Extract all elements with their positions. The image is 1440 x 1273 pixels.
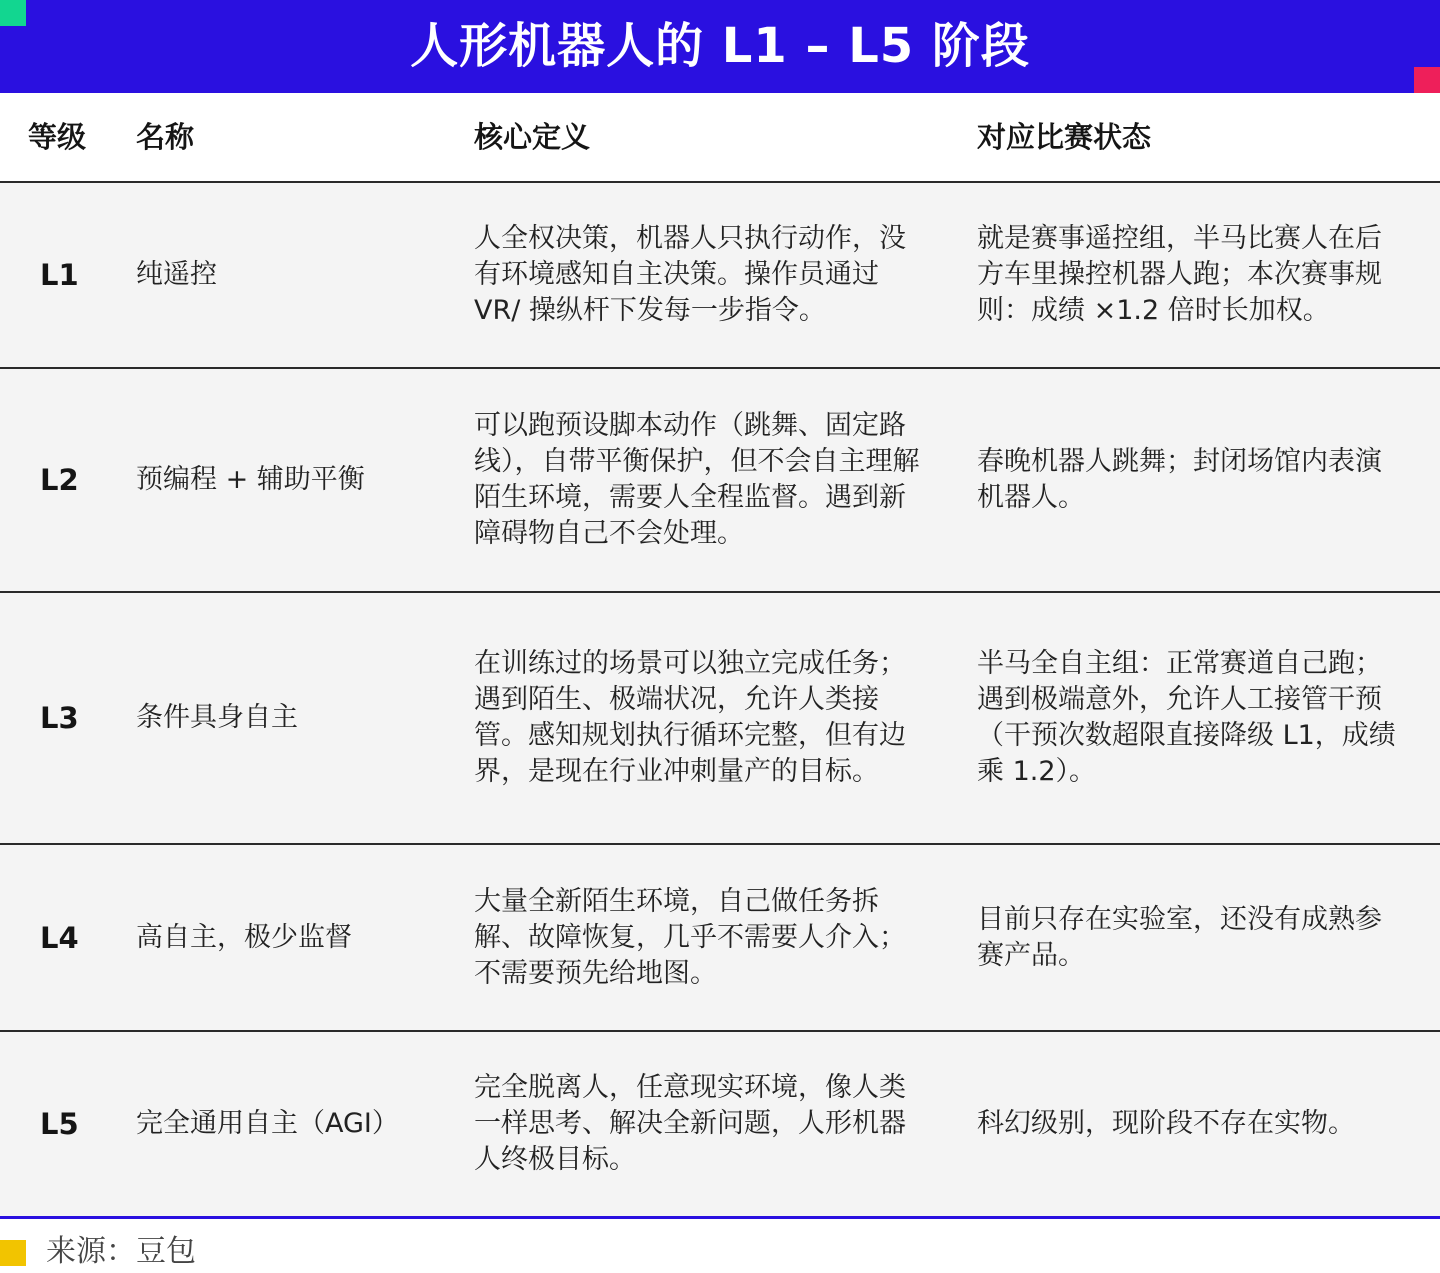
match-status-cell: 目前只存在实验室，还没有成熟参赛产品。 — [977, 903, 1382, 971]
level-cell: L2 — [40, 463, 79, 497]
level-cell: L3 — [40, 701, 79, 735]
definition-cell: 在训练过的场景可以独立完成任务；遇到陌生、极端状况，允许人类接管。感知规划执行循环完整，但有边界，是现在行业冲刺量产的目标。 — [474, 648, 906, 787]
page-title: 人形机器人的 L1 – L5 阶段 — [410, 18, 1030, 74]
name-cell: 条件具身自主 — [136, 702, 298, 733]
table-row — [0, 369, 1440, 593]
header-definition: 核心定义 — [474, 120, 591, 154]
name-cell: 完全通用自主（AGI） — [136, 1108, 399, 1139]
table-row — [0, 845, 1440, 1032]
header-level: 等级 — [28, 120, 87, 154]
match-status-cell: 科幻级别，现阶段不存在实物。 — [977, 1108, 1355, 1139]
definition-cell: 可以跑预设脚本动作（跳舞、固定路线），自带平衡保护，但不会自主理解陌生环境，需要人全程监督。遇到新障碍物自己不会处理。 — [474, 410, 920, 549]
header-name: 名称 — [136, 120, 195, 154]
match-status-cell: 就是赛事遥控组，半马比赛人在后方车里操控机器人跑；本次赛事规则：成绩 ×1.2 倍时长加权。 — [977, 223, 1382, 326]
header-match-status: 对应比赛状态 — [977, 120, 1152, 154]
level-cell: L5 — [40, 1107, 79, 1141]
name-cell: 高自主，极少监督 — [136, 921, 352, 953]
name-cell: 纯遥控 — [136, 259, 217, 290]
definition-cell: 大量全新陌生环境，自己做任务拆解、故障恢复，几乎不需要人介入；不需要预先给地图。 — [474, 885, 906, 989]
match-status-cell: 半马全自主组：正常赛道自己跑；遇到极端意外，允许人工接管干预（干预次数超限直接降级 L1，成绩乘 1.2）。 — [977, 648, 1396, 787]
source-marker — [0, 1240, 26, 1266]
match-status-cell: 春晚机器人跳舞；封闭场馆内表演机器人。 — [977, 446, 1382, 513]
title-banner — [0, 0, 1440, 93]
table-row — [0, 1032, 1440, 1219]
definition-cell: 人全权决策，机器人只执行动作，没有环境感知自主决策。操作员通过 VR/ 操纵杆下发每一步指令。 — [474, 223, 906, 326]
name-cell: 预编程 + 辅助平衡 — [136, 464, 365, 495]
source-note — [0, 1228, 400, 1273]
level-cell: L1 — [40, 258, 79, 292]
table-row — [0, 593, 1440, 845]
definition-cell: 完全脱离人，任意现实环境，像人类一样思考、解决全新问题，人形机器人终极目标。 — [474, 1072, 906, 1175]
table-row — [0, 183, 1440, 369]
level-cell: L4 — [40, 920, 79, 955]
table-header — [0, 93, 1440, 183]
source-label: 来源：豆包 — [46, 1234, 196, 1269]
